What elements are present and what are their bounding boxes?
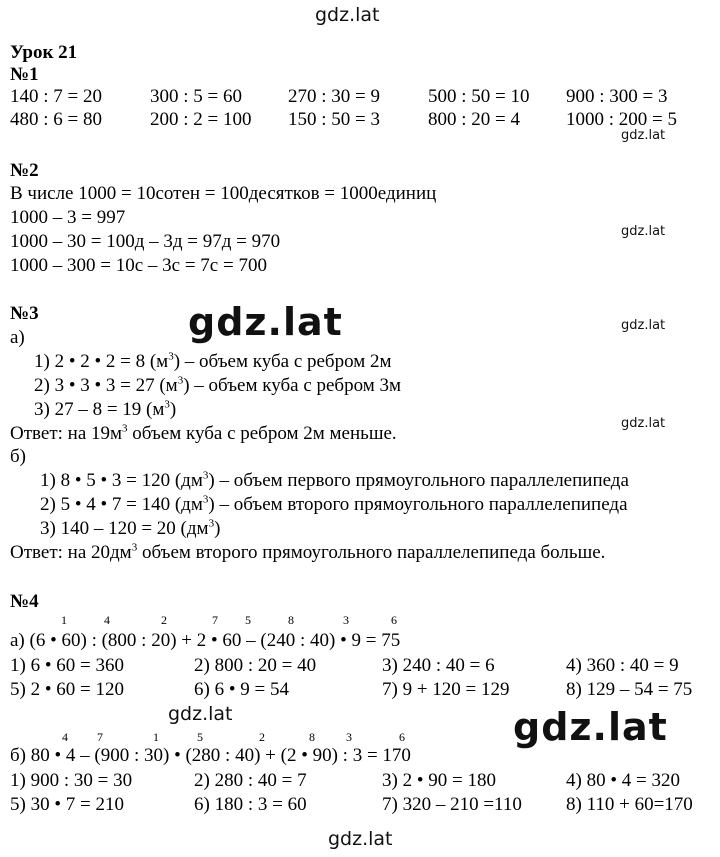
operation-order-number: 3 (346, 730, 352, 744)
watermark-small: gdz.lat (621, 416, 666, 431)
watermark-bottom: gdz.lat (328, 828, 393, 850)
lesson-title: Урок 21 (10, 42, 78, 63)
task-1-cell: 480 : 6 = 80 (10, 109, 102, 130)
task-3-step: 2) 5 • 4 • 7 = 140 $(дм^3)$ – объем второго прямоугольного параллелепипеда (40, 493, 628, 515)
task-4-step: 3) 2 • 90 = 180 (382, 770, 496, 791)
task-4-step: 5) 2 • 60 = 120 (10, 679, 124, 700)
task-3-title: №3 (10, 303, 39, 324)
operation-order-number: 5 (245, 613, 251, 627)
operation-order-number: 1 (153, 730, 159, 744)
task-3-part-b-label: б) (10, 446, 26, 467)
task-1-cell: 200 : 2 = 100 (150, 109, 252, 130)
task-2-line: 1000 – 3 = 997 (10, 207, 126, 228)
operation-order-number: 4 (62, 730, 68, 744)
task-3-answer-b: Ответ: на $20дм^3$ объем второго прямоугольного параллелепипеда больше. (10, 541, 606, 563)
operation-order-number: 7 (212, 613, 218, 627)
task-4-expression-b: б) 80 • 4 – (900 : 30) • (280 : 40) + (2 • 90) : 3 = 170 (10, 745, 411, 766)
operation-order-number: 4 (104, 613, 110, 627)
operation-order-number: 2 (161, 613, 167, 627)
operation-order-number: 8 (309, 730, 315, 744)
task-2-line: В числе 1000 = 10сотен = 100десятков = 1000единиц (10, 183, 437, 204)
task-3-step: 3) 27 – 8 = 19 $(м^3)$ (34, 398, 177, 420)
task-4-step: 2) 800 : 20 = 40 (194, 655, 317, 676)
operation-order-number: 5 (197, 730, 203, 744)
watermark-large: gdz.lat (188, 300, 343, 344)
operation-order-number: 6 (391, 613, 397, 627)
operation-order-number: 8 (288, 613, 294, 627)
task-1-cell: 140 : 7 = 20 (10, 86, 102, 107)
task-1-title: №1 (10, 64, 39, 85)
task-4-step: 8) 129 – 54 = 75 (566, 679, 693, 700)
operation-order-number: 1 (61, 613, 67, 627)
task-3-step: 1) 2 • 2 • 2 = 8 $(м^3)$ – объем куба с ребром 2м (34, 350, 392, 372)
task-1-cell: 800 : 20 = 4 (428, 109, 520, 130)
task-4-step: 4) 80 • 4 = 320 (566, 770, 680, 791)
task-1-cell: 300 : 5 = 60 (150, 86, 242, 107)
operation-order-number: 3 (343, 613, 349, 627)
task-1-cell: 500 : 50 = 10 (428, 86, 530, 107)
task-4-expression-a: а) (6 • 60) : (800 : 20) + 2 • 60 – (240 : 40) • 9 = 75 (10, 630, 401, 651)
operation-order-number: 2 (259, 730, 265, 744)
watermark-medium: gdz.lat (168, 703, 233, 725)
operation-order-number: 7 (97, 730, 103, 744)
task-4-step: 6) 180 : 3 = 60 (194, 794, 307, 815)
task-3-step: 2) 3 • 3 • 3 = 27 $(м^3)$ – объем куба с ребром 3м (34, 374, 402, 396)
operation-order-number: 6 (399, 730, 405, 744)
task-3-part-a-label: а) (10, 327, 25, 348)
task-1-cell: 1000 : 200 = 5 (566, 109, 677, 130)
task-4-step: 3) 240 : 40 = 6 (382, 655, 495, 676)
task-4-step: 1) 900 : 30 = 30 (10, 770, 133, 791)
watermark-top: gdz.lat (315, 4, 380, 26)
task-4-step: 1) 6 • 60 = 360 (10, 655, 124, 676)
task-3-step: 1) 8 • 5 • 3 = 120 $(дм^3)$ – объем первого прямоугольного параллелепипеда (40, 469, 629, 491)
task-1-cell: 900 : 300 = 3 (566, 86, 668, 107)
task-2-line: 1000 – 30 = 100д – 3д = 97д = 970 (10, 231, 281, 252)
task-4-step: 5) 30 • 7 = 210 (10, 794, 124, 815)
task-2-line: 1000 – 300 = 10с – 3с = 7с = 700 (10, 255, 267, 276)
task-4-step: 6) 6 • 9 = 54 (194, 679, 289, 700)
task-1-cell: 270 : 30 = 9 (288, 86, 380, 107)
watermark-small: gdz.lat (621, 128, 666, 143)
watermark-small: gdz.lat (621, 224, 666, 239)
task-4-step: 4) 360 : 40 = 9 (566, 655, 679, 676)
task-1-cell: 150 : 50 = 3 (288, 109, 380, 130)
task-4-step: 7) 320 – 210 =110 (382, 794, 522, 815)
task-4-step: 2) 280 : 40 = 7 (194, 770, 307, 791)
task-4-title: №4 (10, 591, 39, 612)
watermark-small: gdz.lat (621, 318, 666, 333)
task-2-title: №2 (10, 160, 39, 181)
task-4-step: 8) 110 + 60=170 (566, 794, 693, 815)
task-4-step: 7) 9 + 120 = 129 (382, 679, 510, 700)
task-3-answer-a: Ответ: на $19м^3$ объем куба с ребром 2м меньше. (10, 422, 397, 444)
task-3-step: 3) 140 – 120 = 20 $(дм^3)$ (40, 517, 221, 539)
watermark-large: gdz.lat (513, 705, 668, 749)
